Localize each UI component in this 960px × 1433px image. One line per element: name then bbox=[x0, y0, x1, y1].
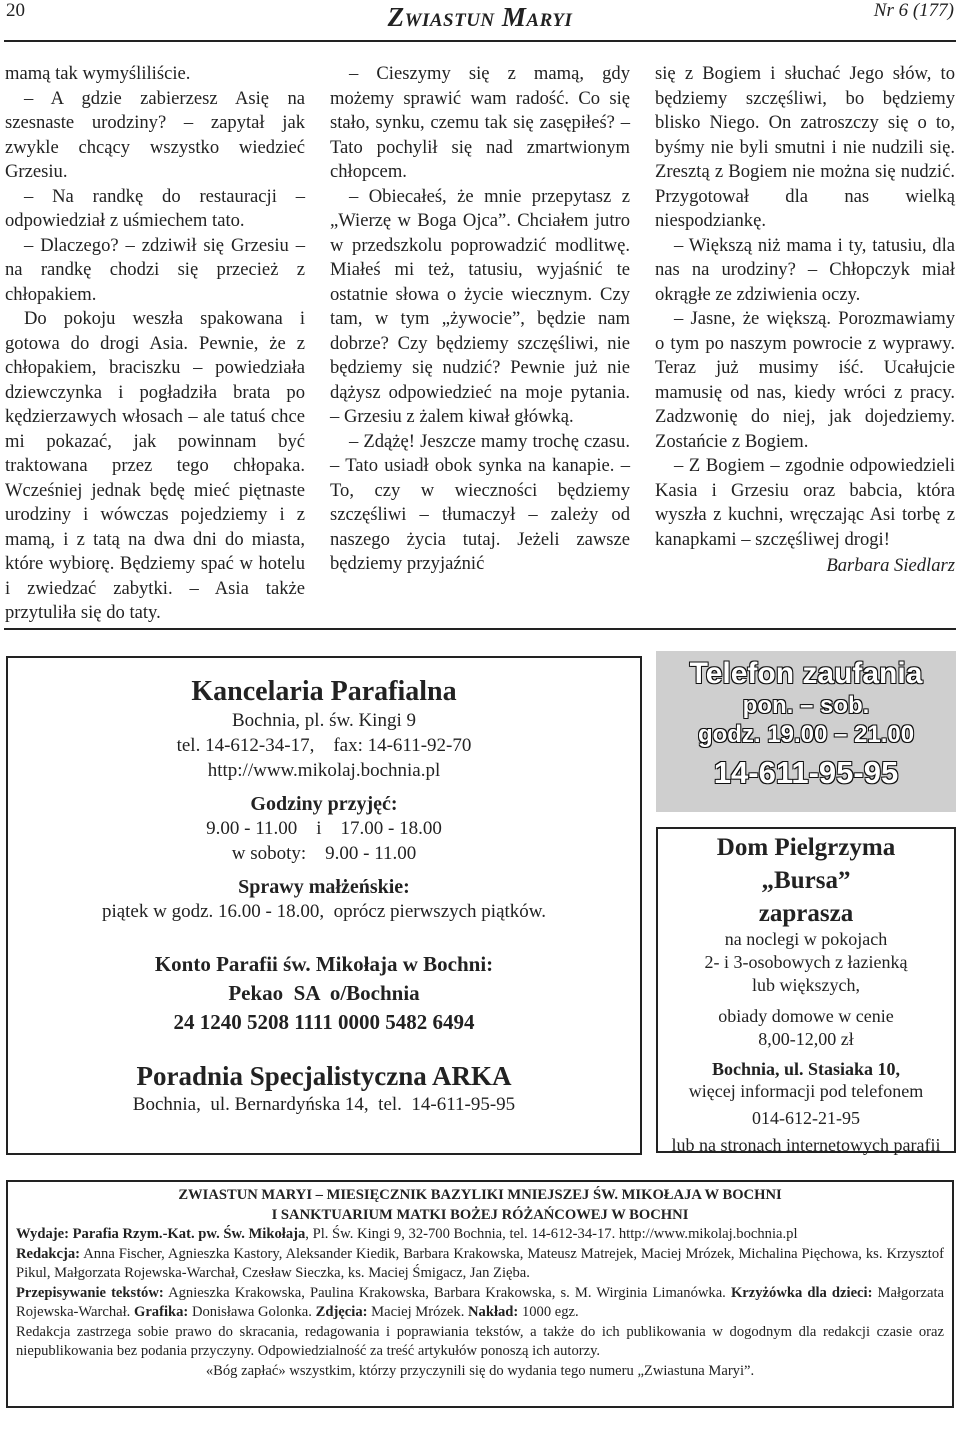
colophon-disclaimer: Redakcja zastrzega sobie prawo do skracania, redagowania i poprawiania tekstów, a także do ich publikowania w dogodnym dla redakcji czasie oraz niepublikowania bez podania przyczyny. Odpowiedzialność za treść artykułów ponoszą ich autorzy. bbox=[16, 1323, 944, 1359]
helpline-hours: godz. 19.00 – 21.00 bbox=[697, 721, 915, 748]
office-hours-week: 9.00 - 11.00 i 17.00 - 18.00 bbox=[206, 818, 442, 839]
story-paragraph: – Jasne, że większą. Porozmawiamy o tym po naszym powrocie z wyprawy. Teraz już musimy iść. Ucałujcie mamusię od nas, kiedy wróci z pracy. Zadzwonię do niej, jak dojedziemy. Zostańcie z Bogiem. bbox=[655, 308, 955, 452]
clinic-title: Poradnia Specjalistyczna ARKA bbox=[136, 1061, 512, 1091]
helpline-title: Telefon zaufania bbox=[689, 657, 923, 690]
graphic-author: Donisława Golonka. bbox=[191, 1304, 312, 1320]
pilgrim-line-1: na noclegi w pokojach bbox=[724, 929, 888, 949]
editors-label: Redakcja: bbox=[16, 1245, 81, 1262]
editors-list: Anna Fischer, Agnieszka Kastory, Aleksander Kiedik, Barbara Krakowska, Mateusz Matrejek, Maciej Mrózek, Michalina Pięchowa, ks. Krzysztof Pikul, Małgorzata Rojewska-Warchał, Czesław Sieczka, ks. Maciej Śmigacz, Jan Zięba. bbox=[16, 1245, 944, 1281]
account-number: 24 1240 5208 1111 0000 5482 6494 bbox=[173, 1010, 475, 1034]
pilgrim-info: więcej informacji pod telefonem bbox=[688, 1081, 924, 1101]
office-phones: tel. 14-612-34-17, fax: 14-611-92-70 bbox=[176, 735, 472, 756]
helpline-days: pon. – sob. bbox=[742, 692, 870, 719]
marriage-hours: piątek w godz. 16.00 - 18.00, oprócz pierwszych piątków. bbox=[101, 901, 547, 922]
story-paragraph: – Z Bogiem – zgodnie odpowiedzieli Kasia i Grzesiu oraz babcia, która wyszła z kuchni, wręczając Asi torbę z kanapkami – szczęśliwej drogi! bbox=[655, 455, 955, 550]
office-hours-label: Godziny przyjęć: bbox=[250, 793, 398, 815]
office-address: Bochnia, pl. św. Kingi 9 bbox=[231, 710, 416, 731]
pilgrim-phone: 014-612-21-95 bbox=[752, 1108, 860, 1128]
office-hours-saturday: w soboty: 9.00 - 11.00 bbox=[231, 843, 417, 864]
colophon-credits bbox=[8, 1284, 952, 1323]
pilgrim-line-2: 2- i 3-osobowych z łazienką bbox=[704, 952, 908, 972]
story-paragraph: Do pokoju weszła spakowana i gotowa do drogi Asia. Pewnie, że z chłopakiem, braciszku – powiedziała dziewczynka i pogładziła brata po kędzierzawych włosach – ale tatuś chce mi pokazać, jak powinnam być traktowana przez tego chłopaka. Wcześniej jednak będę mieć piętnaste urodziny i wówczas pojedziemy i z mamą, i z tatą na dwa dni do miasta, które wybiorę. Będziemy spać w hotelu i zwiedzać zabytki. – Asia także przytuliła się do taty. bbox=[5, 308, 305, 623]
pilgrim-invite: zaprasza bbox=[758, 900, 854, 927]
parish-office-box bbox=[6, 656, 642, 1155]
header-rule bbox=[4, 40, 956, 42]
helpline-number: 14-611-95-95 bbox=[713, 755, 899, 790]
helpline-box bbox=[656, 651, 956, 812]
pilgrim-web: lub na stronach internetowych parafii bbox=[671, 1135, 941, 1155]
bank-name: Pekao SA o/Bochnia bbox=[228, 981, 420, 1005]
colophon-heading-1: ZWIASTUN MARYI – MIESIĘCZNIK BAZYLIKI MNIEJSZEJ ŚW. MIKOŁAJA W BOCHNI bbox=[178, 1187, 782, 1203]
masthead-title: Zwiastun Maryi bbox=[387, 2, 573, 32]
colophon-thanks: «Bóg zapłać» wszystkim, którzy przyczynili się do wydania tego numeru „Zwiastuna Maryi”. bbox=[205, 1362, 755, 1379]
typing-label: Przepisywanie tekstów: bbox=[16, 1284, 164, 1301]
graphic-label: Grafika: bbox=[133, 1304, 189, 1320]
pilgrim-line-5: 8,00-12,00 zł bbox=[758, 1029, 854, 1049]
section-rule bbox=[4, 628, 956, 630]
office-title: Kancelaria Parafialna bbox=[191, 676, 457, 707]
story-column-2 bbox=[330, 62, 630, 577]
story-paragraph: mamą tak wymyśliliście. bbox=[5, 63, 191, 84]
story-author-signature: Barbara Siedlarz bbox=[826, 555, 955, 576]
pilgrim-line-3: lub większych, bbox=[752, 975, 860, 995]
story-paragraph: – Zdążę! Jeszcze mamy trochę czasu. – Tato usiadł obok synka na kanapie. – To, czy w wieczności będziemy szczęśliwi – tłumaczył – zależy od naszego życia tutaj. Jeżeli zawsze będziemy przyjaźnić bbox=[330, 430, 630, 574]
photo-label: Zdjęcia: bbox=[315, 1304, 368, 1320]
story-paragraph: – A gdzie zabierzesz Asię na szesnaste urodziny? – zapytał jak zwykle chcący wszystko wiedzieć Grzesiu. bbox=[5, 87, 305, 182]
clinic-address: Bochnia, ul. Bernardyńska 14, tel. 14-611-95-95 bbox=[132, 1094, 516, 1115]
crossword-author: Małgorzata Rojewska-Warchał. bbox=[16, 1284, 944, 1320]
story-paragraph: – Dlaczego? – zdziwił się Grzesiu – na randkę chodzi się przecież z chłopakiem. bbox=[5, 234, 305, 305]
page-number: 20 bbox=[6, 0, 25, 21]
pilgrim-name: „Bursa” bbox=[761, 867, 851, 894]
account-label: Konto Parafii św. Mikołaja w Bochni: bbox=[154, 952, 494, 976]
story-paragraph: się z Bogiem i słuchać Jego słów, to będziemy szczęśliwi, bo będziemy blisko Niego. On zatroszczy się o to, byśmy nie byli smutni i nie nudzili się. Zresztą z Bogiem nie można się nudzić. Przygotował dla nas wielką niespodziankę. bbox=[655, 63, 955, 231]
print-run: 1000 egz. bbox=[521, 1304, 579, 1320]
publisher-details: , Pl. Św. Kingi 9, 32-700 Bochnia, tel. 14-612-34-17. http://www.mikolaj.bochnia.pl bbox=[305, 1226, 798, 1242]
story-paragraph: – Na randkę do restauracji – odpowiedział z uśmiechem tato. bbox=[5, 185, 305, 231]
story-column-1 bbox=[5, 62, 305, 626]
colophon-editors bbox=[8, 1245, 952, 1284]
photo-author: Maciej Mrózek. bbox=[371, 1304, 465, 1320]
colophon-box bbox=[6, 1180, 954, 1408]
story-column-3 bbox=[655, 62, 955, 579]
pilgrim-line-4: obiady domowe w cenie bbox=[718, 1006, 894, 1026]
pilgrim-title: Dom Pielgrzyma bbox=[716, 834, 896, 861]
colophon-publisher bbox=[8, 1225, 952, 1245]
colophon-heading-2: I SANKTUARIUM MATKI BOŻEJ RÓŻAŃCOWEJ W BOCHNI bbox=[271, 1206, 689, 1223]
print-run-label: Nakład: bbox=[468, 1304, 519, 1320]
typing-list: Agnieszka Krakowska, Paulina Krakowska, Barbara Krakowska, s. M. Wirginia Limanówka. bbox=[168, 1284, 726, 1301]
publisher-label: Wydaje: Parafia Rzym.-Kat. pw. Św. Mikołaja bbox=[16, 1226, 306, 1242]
story-paragraph: – Cieszymy się z mamą, gdy możemy sprawić wam radość. Co się stało, synku, czemu tak się zasępiłeś? – Tato pochylił się nad zmartwionym chłopcem. bbox=[330, 63, 630, 182]
issue-number: Nr 6 (177) bbox=[873, 0, 954, 21]
story-paragraph: – Większą niż mama i ty, tatusiu, dla nas na urodziny? – Chłopczyk miał okrągłe ze zdziwienia oczy. bbox=[655, 234, 955, 305]
marriage-label: Sprawy małżeńskie: bbox=[238, 876, 410, 898]
office-url[interactable]: http://www.mikolaj.bochnia.pl bbox=[207, 760, 441, 781]
pilgrim-house-box bbox=[656, 827, 956, 1153]
crossword-label: Krzyżówka dla dzieci: bbox=[730, 1284, 873, 1301]
story-paragraph: – Obiecałeś, że mnie przepytasz z „Wierzę w Boga Ojca”. Chciałem jutro w przedszkolu poprowadzić modlitwę. Miałeś mi też, tatusiu, wyjaśnić te ostatnie słowa o życie wiecznym. Czy tam, w tym „żywocie”, będzie nam dobrze? Czy będziemy szczęśliwi, nie będziemy się nudzić? Pewnie już nie dążysz odpowiedzieć na moje pytania. – Grzesiu z żalem kiwał główką. bbox=[330, 185, 630, 427]
pilgrim-address: Bochnia, ul. Stasiaka 10, bbox=[711, 1059, 901, 1079]
